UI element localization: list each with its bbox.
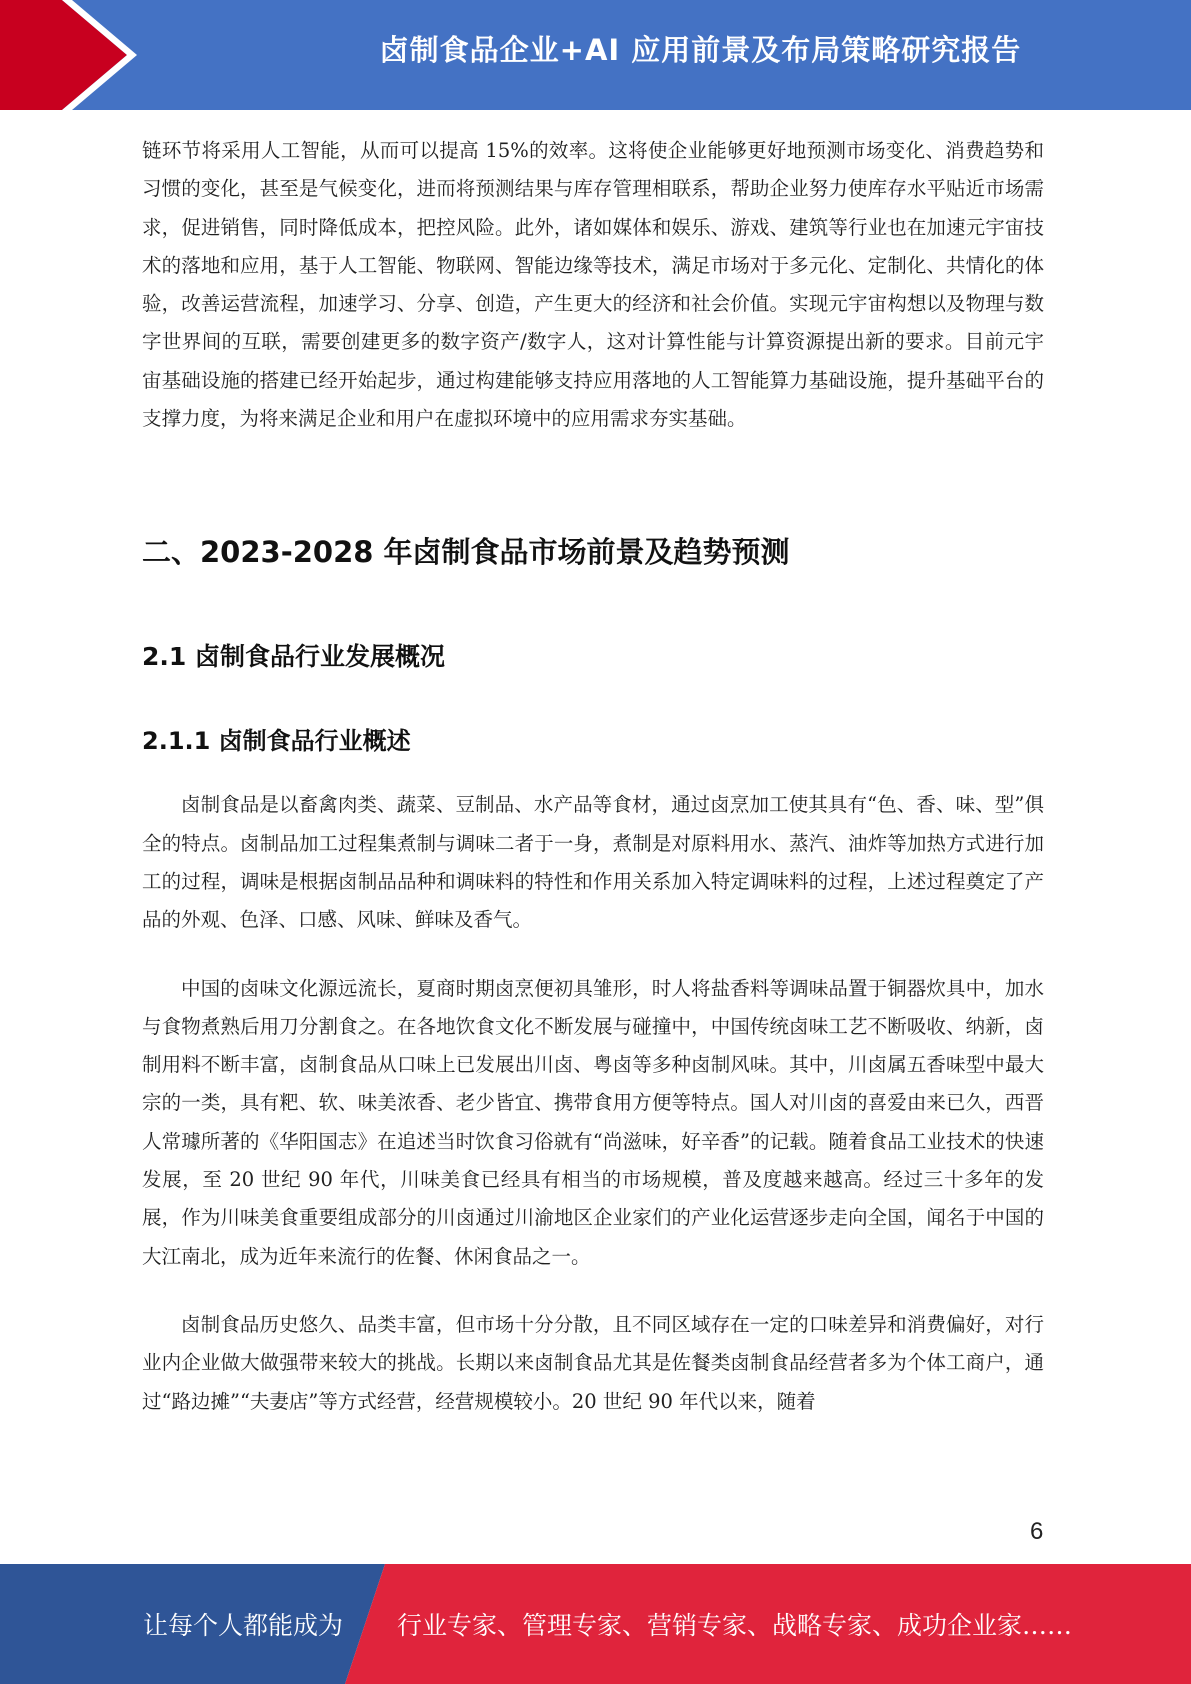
section-heading: 二、2023-2028 年卤制食品市场前景及趋势预测 [142, 535, 790, 570]
footer-slogan-right: 行业专家、管理专家、营销专家、战略专家、成功企业家…… [397, 1611, 1073, 1640]
page-content [142, 132, 1044, 1421]
page-header [0, 0, 1191, 110]
body-paragraph: 卤制食品历史悠久、品类丰富，但市场十分分散，且不同区域存在一定的口味差异和消费偏好，对行业内企业做大做强带来较大的挑战。长期以来卤制食品尤其是佐餐类卤制食品经营者多为个体工商户，通过“路边摊”“夫妻店”等方式经营，经营规模较小。20 世纪 90 年代以来，随着 [142, 1312, 1044, 1413]
body-paragraph: 中国的卤味文化源远流长，夏商时期卤烹便初具雏形，时人将盐香料等调味品置于铜器炊具中，加水与食物煮熟后用刀分割食之。在各地饮食文化不断发展与碰撞中，中国传统卤味工艺不断吸收、纳新，卤制用料不断丰富，卤制食品从口味上已发展出川卤、粤卤等多种卤制风味。其中，川卤属五香味型中最大宗的一类，具有粑、软、味美浓香、老少皆宜、携带食用方便等特点。国人对川卤的喜爱由来已久，西晋人常璩所著的《华阳国志》在追述当时饮食习俗就有“尚滋味，好辛香”的记载。随着食品工业技术的快速发展，至 20 世纪 90 年代，川味美食已经具有相当的市场规模，普及度越来越高。经过三十多年的发展，作为川味美食重要组成部分的川卤通过川渝地区企业家们的产业化运营逐步走向全国，闻名于中国的大江南北，成为近年来流行的佐餐、休闲食品之一。 [142, 976, 1044, 1268]
body-paragraph: 卤制食品是以畜禽肉类、蔬菜、豆制品、水产品等食材，通过卤烹加工使其具有“色、香、味、型”俱全的特点。卤制品加工过程集煮制与调味二者于一身，煮制是对原料用水、蒸汽、油炸等加热方式进行加工的过程，调味是根据卤制品品种和调味料的特性和作用关系加入特定调味料的过程，上述过程奠定了产品的外观、色泽、口感、风味、鲜味及香气。 [142, 793, 1044, 932]
page-number: 6 [1030, 1518, 1044, 1545]
page-footer [0, 1564, 1191, 1684]
subsection-heading: 2.1 卤制食品行业发展概况 [142, 642, 445, 672]
footer-slogan-left: 让每个人都能成为 [143, 1611, 344, 1640]
sub-subsection-heading: 2.1.1 卤制食品行业概述 [142, 727, 411, 756]
intro-paragraph: 链环节将采用人工智能，从而可以提高 15%的效率。这将使企业能够更好地预测市场变化、消费趋势和习惯的变化，甚至是气候变化，进而将预测结果与库存管理相联系，帮助企业努力使库存水平贴近市场需求，促进销售，同时降低成本，把控风险。此外，诸如媒体和娱乐、游戏、建筑等行业也在加速元宇宙技术的落地和应用，基于人工智能、物联网、智能边缘等技术，满足市场对于多元化、定制化、共情化的体验，改善运营流程，加速学习、分享、创造，产生更大的经济和社会价值。实现元宇宙构想以及物理与数字世界间的互联，需要创建更多的数字资产/数字人，这对计算性能与计算资源提出新的要求。目前元宇宙基础设施的搭建已经开始起步，通过构建能够支持应用落地的人工智能算力基础设施，提升基础平台的支撑力度，为将来满足企业和用户在虚拟环境中的应用需求夯实基础。 [142, 139, 1044, 431]
header-chevron-decoration [0, 0, 160, 110]
report-title: 卤制食品企业+AI 应用前景及布局策略研究报告 [379, 33, 1022, 67]
